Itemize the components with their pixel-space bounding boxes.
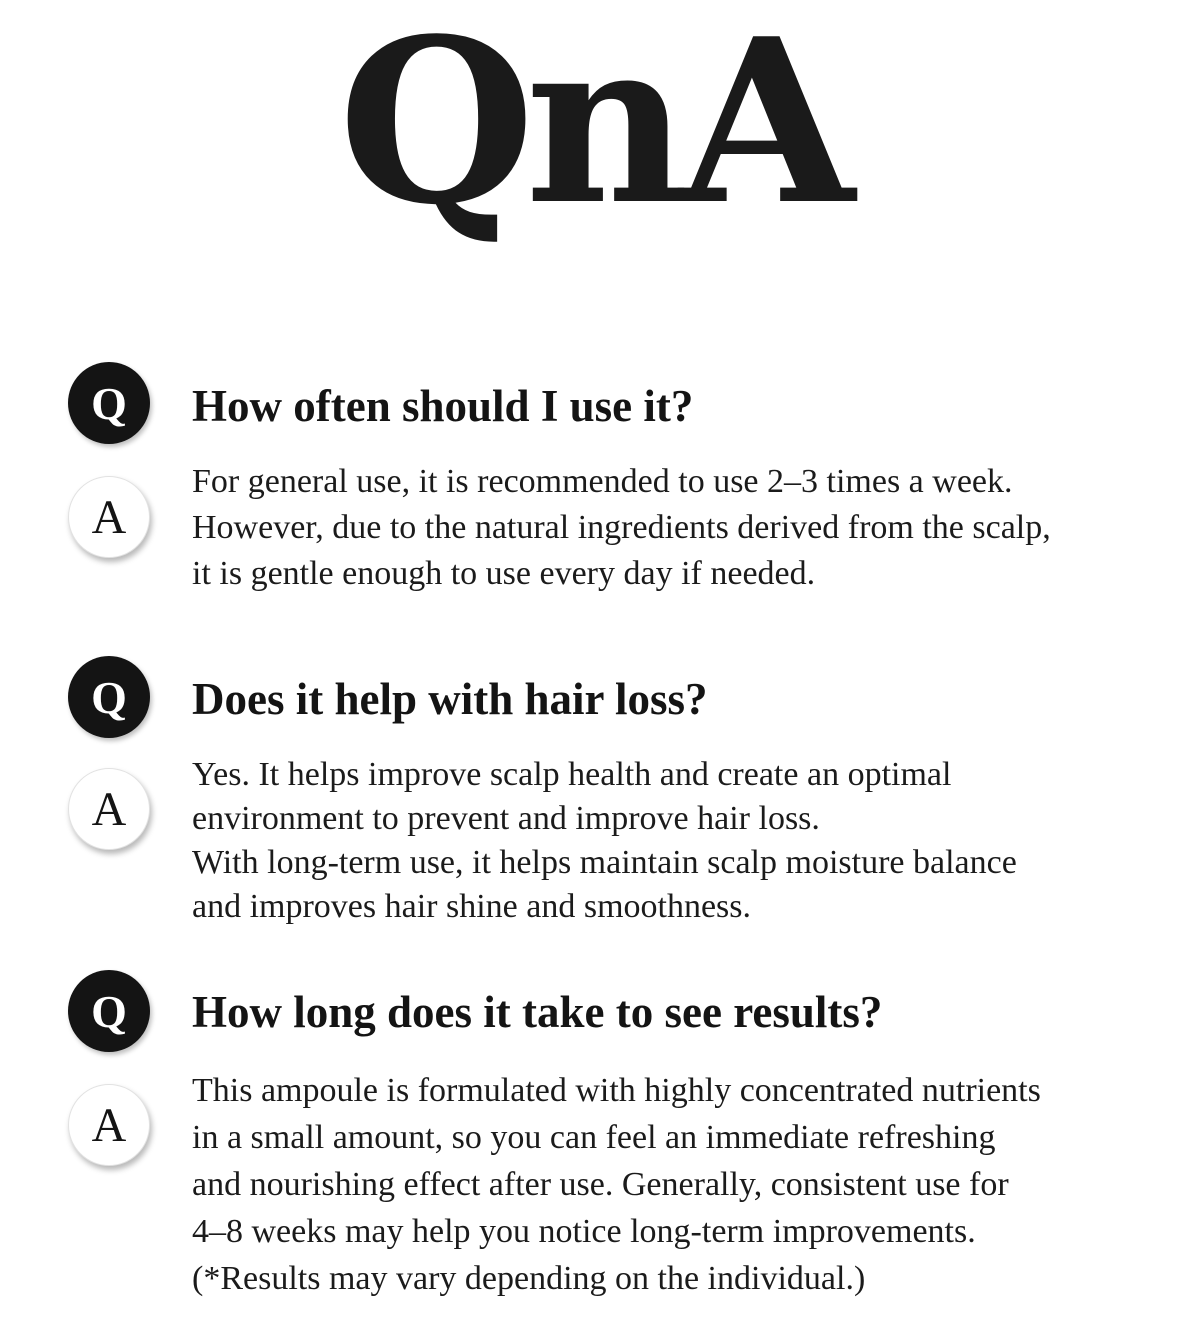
- answer-badge: A: [68, 476, 150, 558]
- qa-item-1: [68, 362, 1148, 602]
- answer-text: [192, 753, 1017, 929]
- answer-line: and nourishing effect after use. Generally, consistent use for: [192, 1166, 1009, 1203]
- question-text: How often should I use it?: [192, 381, 694, 431]
- question-text: How long does it take to see results?: [192, 987, 883, 1037]
- answer-text: [192, 459, 1051, 597]
- answer-line: (*Results may vary depending on the individual.): [192, 1260, 866, 1297]
- answer-line: in a small amount, so you can feel an immediate refreshing: [192, 1119, 996, 1156]
- answer-line: environment to prevent and improve hair loss.: [192, 800, 820, 837]
- question-badge: Q: [68, 656, 150, 738]
- answer-line: This ampoule is formulated with highly concentrated nutrients: [192, 1072, 1041, 1109]
- answer-line: For general use, it is recommended to use 2–3 times a week.: [192, 463, 1013, 500]
- answer-text: [192, 1067, 1041, 1302]
- question-badge: Q: [68, 970, 150, 1052]
- question-text: Does it help with hair loss?: [192, 674, 708, 724]
- page-title: QnA: [338, 0, 845, 255]
- answer-badge: A: [68, 768, 150, 850]
- question-badge: Q: [68, 362, 150, 444]
- answer-line: and improves hair shine and smoothness.: [192, 888, 752, 925]
- answer-badge: A: [68, 1084, 150, 1166]
- answer-line: it is gentle enough to use every day if needed.: [192, 555, 816, 592]
- qa-item-2: [68, 656, 1148, 936]
- answer-line: With long-term use, it helps maintain scalp moisture balance: [192, 844, 1017, 881]
- answer-line: However, due to the natural ingredients derived from the scalp,: [192, 509, 1051, 546]
- answer-line: 4–8 weeks may help you notice long-term improvements.: [192, 1213, 976, 1250]
- qa-item-3: [68, 970, 1148, 1310]
- answer-line: Yes. It helps improve scalp health and create an optimal: [192, 756, 952, 793]
